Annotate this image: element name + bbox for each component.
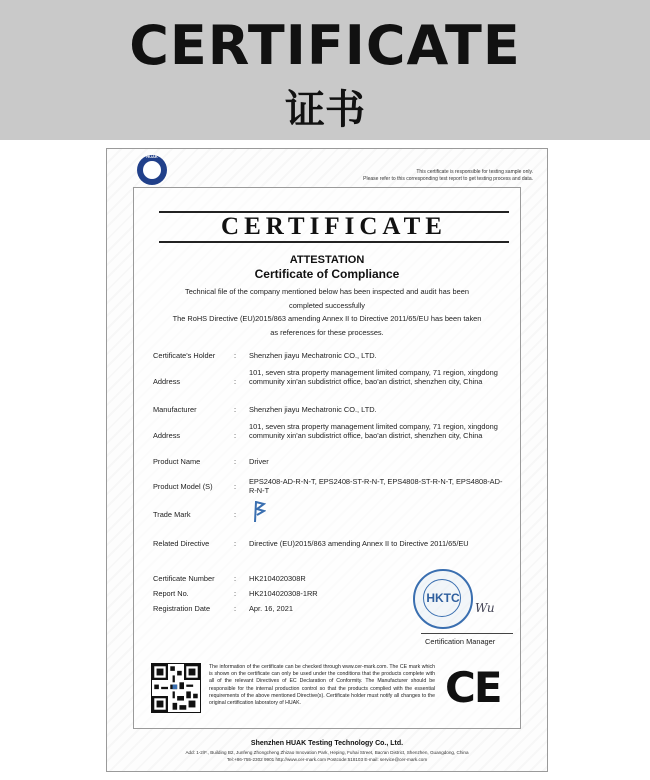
- address2-label: Address: [153, 431, 181, 440]
- certification-manager-label: Certification Manager: [425, 637, 496, 646]
- certificate-document: [106, 148, 548, 772]
- product-name-value: Driver: [249, 457, 269, 466]
- company-address: [107, 750, 547, 763]
- footer-text: The information of the certificate can be checked through www.cer-mark.com. The CE mark which is shown on the certificate can only be used under the conditions that the products complete with all of the relevant Directives of EC Declaration of Conformity. The Manufacturer should be responsible for the internal production control so that the products complied with the essential requirements of the above mentioned Directive(s). Certificate holder must notify all changes to the original certification laboratory of HUAK.: [209, 664, 435, 707]
- signature-line: [421, 633, 513, 634]
- related-directive-value: Directive (EU)2015/863 amending Annex II to Directive 2011/65/EU: [249, 539, 469, 548]
- address2-colon: :: [234, 431, 237, 440]
- top-note-line-1: This certificate is responsible for testing sample only.: [416, 169, 533, 175]
- holder-colon: :: [234, 351, 237, 360]
- huak-logo-icon: [137, 155, 167, 185]
- trade-mark-label: Trade Mark: [153, 510, 191, 519]
- intro-paragraph: [151, 285, 503, 339]
- qr-code-icon: [151, 663, 201, 713]
- trade-mark-logo-icon: [252, 501, 266, 523]
- intro-line-1: Technical file of the company mentioned below has been inspected and audit has been: [185, 287, 469, 296]
- certificate-number-value: HK2104020308R: [249, 574, 306, 583]
- address-colon: :: [234, 377, 237, 386]
- company-name: Shenzhen HUAK Testing Technology Co., Ltd.: [250, 740, 404, 747]
- intro-line-4: as references for these processes.: [270, 327, 384, 337]
- certificate-number-colon: :: [234, 574, 237, 583]
- attestation-heading: ATTESTATION: [289, 254, 365, 266]
- holder-label: Certificate's Holder: [153, 351, 216, 360]
- registration-date-colon: :: [234, 604, 237, 613]
- ce-mark: CE: [445, 663, 501, 712]
- manufacturer-colon: :: [234, 405, 237, 414]
- intro-line-2: completed successfully: [289, 300, 365, 310]
- certificate-number-label: Certificate Number: [153, 574, 215, 583]
- address2-value: 101, seven stra property management limited company, 71 region, xingdong community xin'an subdistrict office, bao'an district, shenzhen city, China: [249, 422, 498, 440]
- top-note-line-2: Please refer to this corresponding test report to get testing process and data.: [363, 176, 533, 182]
- report-no-colon: :: [234, 589, 237, 598]
- banner-title: CERTIFICATE: [129, 14, 521, 77]
- company-address-line-2: Tel:+86-755-2302 9901 http://www.cer-mark.com Postcode:518103 E-mail: service@cer-mark.com: [226, 756, 428, 762]
- trade-mark-colon: :: [234, 510, 237, 519]
- report-no-label: Report No.: [153, 589, 189, 598]
- signature: Wu: [475, 601, 495, 615]
- top-note: [273, 169, 533, 183]
- hktc-stamp: [413, 569, 473, 629]
- manufacturer-value: Shenzhen jiayu Mechatronic CO., LTD.: [249, 405, 377, 414]
- related-directive-colon: :: [234, 539, 237, 548]
- header-banner: [0, 0, 650, 140]
- product-model-colon: :: [234, 482, 237, 491]
- registration-date-value: Apr. 16, 2021: [249, 604, 293, 613]
- product-name-label: Product Name: [153, 457, 201, 466]
- report-no-value: HK2104020308-1RR: [249, 589, 318, 598]
- compliance-heading: Certificate of Compliance: [254, 267, 400, 281]
- address-value: 101, seven stra property management limited company, 71 region, xingdong community xin'an subdistrict office, bao'an district, shenzhen city, China: [249, 368, 498, 386]
- related-directive-label: Related Directive: [153, 539, 210, 548]
- company-address-line-1: Add: 1-2/F., Building B2, Junfeng Zhongcheng Zhizao Innovation Park, Heping, Fuhai Street, Bao'an District, Shenzhen, Guangdong, China: [185, 750, 469, 755]
- product-name-colon: :: [234, 457, 237, 466]
- manufacturer-label: Manufacturer: [153, 405, 197, 414]
- logo-text: HUAK: [146, 154, 158, 159]
- certificate-title: CERTIFICATE: [159, 211, 509, 243]
- stamp-text: HKTC: [426, 591, 460, 605]
- registration-date-label: Registration Date: [153, 604, 211, 613]
- banner-subtitle: 证书: [285, 87, 365, 133]
- intro-line-3: The RoHS Directive (EU)2015/863 amending Annex II to Directive 2011/65/EU has been taken: [172, 314, 482, 323]
- holder-value: Shenzhen jiayu Mechatronic CO., LTD.: [249, 351, 377, 360]
- product-model-label: Product Model (S): [153, 482, 213, 491]
- address-label: Address: [153, 377, 181, 386]
- product-model-value: EPS2408-AD-R-N-T, EPS2408-ST-R-N-T, EPS4808-ST-R-N-T, EPS4808-AD-R-N-T: [249, 477, 503, 495]
